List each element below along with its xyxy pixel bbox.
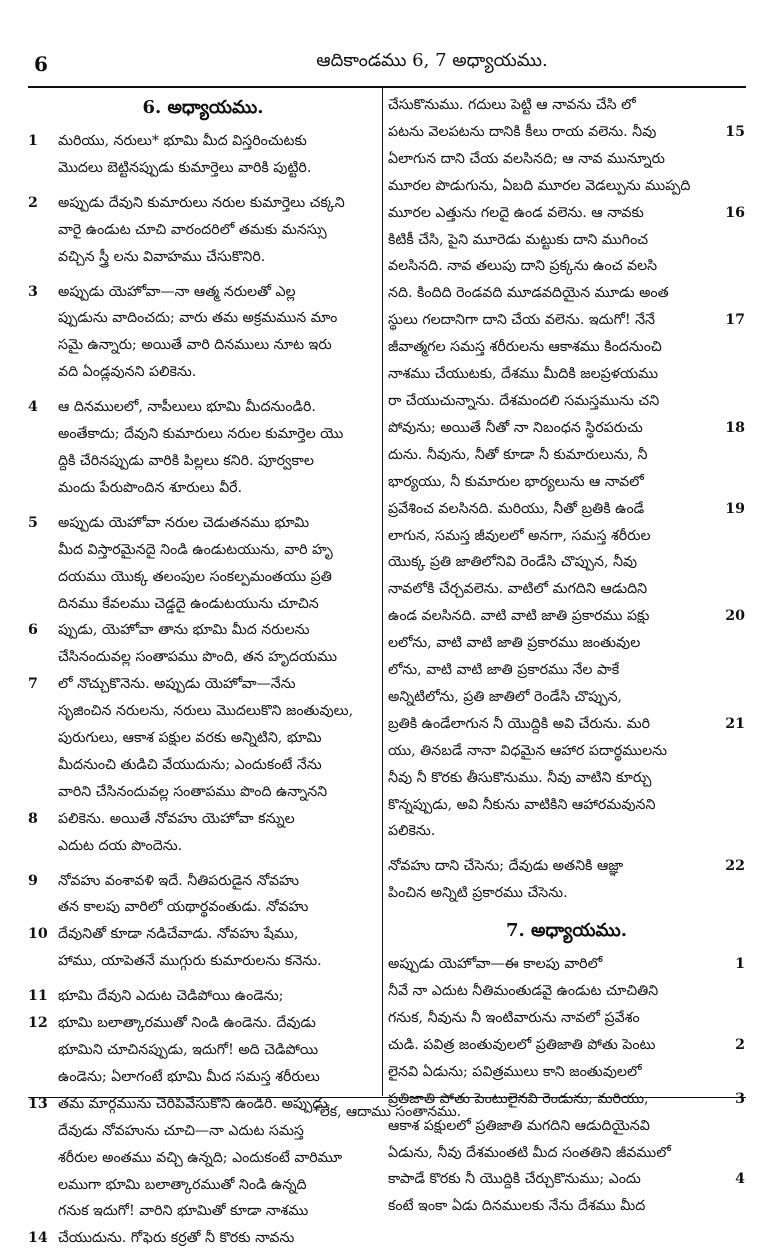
verse-line bbox=[28, 617, 378, 644]
verse-number: 21 bbox=[725, 715, 745, 732]
verse-number: 3 bbox=[735, 1090, 745, 1107]
verse-line bbox=[388, 978, 745, 1005]
verse-text: మూరల పొడుగును, ఏబది మూరల వెడల్పును ముప్పది bbox=[388, 177, 691, 194]
verse-text: నది. కిందిది రెండవది మూడవదియైన మూడు అంత bbox=[388, 285, 669, 302]
left-column bbox=[28, 92, 378, 1252]
verse-text: చేయుదును. గోఫెరు కర్రతో నీ కొరకు నావను bbox=[58, 1230, 295, 1247]
verse-line bbox=[28, 394, 378, 421]
verse-text: శరీరుల అంతము వచ్చి ఉన్నది; ఎందుకంటే వారిమూ bbox=[58, 1149, 343, 1166]
chapter-6-heading: 6. అధ్యాయము. bbox=[142, 97, 264, 118]
verse-text: అప్పుడు యెహోవా—నా ఆత్మ నరులతో ఎల్ల bbox=[58, 283, 296, 300]
verse-line bbox=[388, 146, 745, 173]
verse-text: దయము యొక్క తలంపుల సంకల్పమంతయు ప్రతి bbox=[58, 568, 332, 585]
verse-line bbox=[388, 469, 745, 496]
verse-line bbox=[388, 496, 745, 523]
verse-text: నీవే నా ఎదుట నీతిమంతుడవై ఉండుట చూచితిని bbox=[388, 983, 659, 1000]
verse-number: 14 bbox=[28, 1230, 48, 1247]
verse-line bbox=[28, 983, 378, 1010]
verse-line bbox=[388, 853, 745, 880]
verse-text: నోవహు వంశావళి ఇదే. నీతిపరుడైన నోవహు bbox=[58, 872, 300, 889]
verse-text: లో నొచ్చుకొనెను. అప్పుడు యెహోవా—నేను bbox=[58, 676, 296, 693]
verse-line bbox=[28, 305, 378, 332]
verse-line bbox=[388, 415, 745, 442]
verse-text: అన్నిటిలోను, ప్రతి జాతిలో రెండేసి చొప్పున, bbox=[388, 688, 623, 705]
verse-line bbox=[28, 1198, 378, 1225]
verse-line bbox=[388, 119, 745, 146]
verse-line bbox=[28, 1145, 378, 1172]
verse-line bbox=[388, 684, 745, 711]
verse-line bbox=[388, 738, 745, 765]
verse-number: 10 bbox=[28, 926, 48, 943]
verse-line bbox=[28, 448, 378, 475]
verse-line bbox=[28, 1037, 378, 1064]
verse-text: వచ్చిన స్త్రీ లను వివాహము చేసుకొనిరి. bbox=[58, 248, 266, 265]
verse-line bbox=[388, 307, 745, 334]
header-rule bbox=[28, 86, 746, 88]
verse-text: సృజించిన నరులను, నరులు మొదలుకొని జంతువులు, bbox=[58, 703, 354, 720]
verse-number: 22 bbox=[725, 858, 745, 875]
verse-line bbox=[28, 217, 378, 244]
verse-text: జీవాత్మగల సమస్త శరీరులను ఆకాశము కిందనుంచి bbox=[388, 339, 662, 356]
verse-text: స్థులు గలదానిగా దాని చేయ వలెను. ఇదుగో! నేనే bbox=[388, 312, 656, 329]
verse-text: లలోను, వాటి వాటి జాతి ప్రకారము జంతువుల bbox=[388, 635, 641, 652]
verse-number: 6 bbox=[28, 622, 38, 639]
verse-number: 4 bbox=[28, 399, 38, 416]
verse-text: చేసుకొనుము. గదులు పెట్టి ఆ నావను చేసి లో bbox=[388, 97, 636, 113]
verse-line bbox=[388, 603, 745, 630]
verse-number: 17 bbox=[725, 312, 745, 329]
verse-text: లైనవి ఏడును; పవిత్రములు కాని జంతువులలో bbox=[388, 1063, 642, 1080]
verse-line bbox=[28, 537, 378, 564]
verse-text: మీద విస్తారమైనదై నిండి ఉండుటయును, వారి హృ bbox=[58, 541, 333, 558]
right-column bbox=[388, 92, 745, 1220]
verse-line bbox=[388, 280, 745, 307]
verse-number: 13 bbox=[28, 1095, 48, 1112]
verse-line bbox=[28, 128, 378, 155]
verse-line bbox=[388, 388, 745, 415]
column-divider bbox=[382, 88, 383, 1096]
verse-line bbox=[28, 833, 378, 860]
verse-text: మీదనుంచి తుడిచి వేయుదును; ఎందుకంటే నేను bbox=[58, 756, 322, 773]
verse-text: పించిన అన్నిటి ప్రకారము చేసెను. bbox=[388, 885, 568, 902]
verse-line bbox=[28, 671, 378, 698]
verse-text: సమై ఉన్నారు; అయితే వారి దినములు నూట ఇరు bbox=[58, 337, 332, 354]
verse-line bbox=[28, 644, 378, 671]
verse-line bbox=[388, 253, 745, 280]
verse-text: ఏడును, నీవు దేశమంతటి మీద సంతతిని జీవములో bbox=[388, 1144, 671, 1161]
verse-line bbox=[28, 421, 378, 448]
verse-line bbox=[28, 752, 378, 779]
verse-line bbox=[388, 711, 745, 738]
verse-line bbox=[388, 1059, 745, 1086]
verse-number: 5 bbox=[28, 514, 38, 531]
verse-line bbox=[388, 173, 745, 200]
page-header bbox=[28, 44, 746, 84]
paragraph-gap bbox=[28, 182, 378, 190]
chapter-7-heading: 7. అధ్యాయము. bbox=[505, 920, 628, 942]
verse-text: భూమి దేవుని ఎదుట చెడిపోయి ఉండెను; bbox=[58, 988, 284, 1005]
verse-text: యొక్క ప్రతి జాతిలోనివి రెండేసి చొప్పున, నీవు bbox=[388, 554, 638, 571]
verse-text: అప్పుడు దేవుని కుమారులు నరుల కుమార్తెలు చక్కని bbox=[58, 194, 345, 211]
verse-number: 7 bbox=[28, 676, 38, 693]
verse-text: పలికెను. bbox=[388, 823, 436, 840]
footnote: *లేక, ఆదాము సంతానము. bbox=[312, 1104, 462, 1120]
verse-number: 19 bbox=[725, 500, 745, 517]
verse-text: పురుగులు, ఆకాశ పక్షుల వరకు అన్నిటిని, భూమి bbox=[58, 730, 322, 747]
verse-text: ఉండెను; ఏలాగంటే భూమి మీద సమస్త శరీరులు bbox=[58, 1068, 320, 1085]
verse-text: రా చేయుచున్నాను. దేశమందలి సమస్తమును చని bbox=[388, 392, 660, 409]
verse-text: ఆకాశ పక్షులలో ప్రతిజాతి మగదిని ఆడుదియైనవి bbox=[388, 1117, 650, 1134]
verse-text: భూమిని చూచినప్పుడు, ఇదుగో! అది చెడిపోయి bbox=[58, 1042, 319, 1058]
paragraph-gap bbox=[28, 271, 378, 279]
verse-line bbox=[28, 868, 378, 895]
verse-line bbox=[28, 921, 378, 948]
verse-text: మరియు, నరులు* భూమి మీద విస్తరించుటకు bbox=[58, 133, 307, 149]
verse-line bbox=[28, 1064, 378, 1091]
verse-text: నోవహు దాని చేసెను; దేవుడు అతనికి ఆజ్ఞా bbox=[388, 858, 624, 875]
verse-line bbox=[28, 725, 378, 752]
verse-text: యు, తినబడే నానా విధమైన ఆహార పదార్థములను bbox=[388, 742, 668, 759]
verse-line bbox=[28, 1172, 378, 1199]
verse-text: గనుక ఇదుగో! వారిని భూమితో కూడా నాశము bbox=[58, 1203, 309, 1220]
verse-text: ప్పుడును వాదించదు; వారు తమ అక్రమమున మాం bbox=[58, 310, 338, 327]
verse-text: బ్రతికి ఉండేలాగున నీ యొద్దికి అవి చేరును. మరి bbox=[388, 715, 651, 732]
verse-text: ప్రవేశించ వలసినది. మరియు, నీతో బ్రతికి ఉండే bbox=[388, 500, 645, 517]
verse-text: వారిని చేసినందువల్ల సంతాపము పొంది ఉన్నానని bbox=[58, 783, 328, 800]
verse-line bbox=[28, 1010, 378, 1037]
right-verse-lines-ch6 bbox=[388, 92, 745, 845]
verse-text: దినము కేవలము చెడ్డదై ఉండుటయును చూచిన bbox=[58, 595, 319, 612]
verse-text: నీవు నీ కొరకు తీసుకొనుము. నీవు వాటిని కూర్చు bbox=[388, 769, 652, 786]
verse-line bbox=[388, 951, 745, 978]
verse-line bbox=[28, 244, 378, 271]
verse-line bbox=[388, 765, 745, 792]
verse-number: 11 bbox=[28, 988, 48, 1005]
verse-text: వది ఏండ్లవునని పలికెను. bbox=[58, 364, 197, 381]
verse-text: దేవునితో కూడా నడిచేవాడు. నోవహు షేము, bbox=[58, 926, 299, 943]
verse-line bbox=[388, 523, 745, 550]
verse-text: ద్దికి చేరినప్పుడు వారికి పిల్లలు కనిరి. పూర్వకాల bbox=[58, 452, 314, 469]
verse-text: గనుక, నీవును నీ ఇంటివారును నావలో ప్రవేశం bbox=[388, 1010, 640, 1026]
verse-line bbox=[388, 334, 745, 361]
verse-text: దేవుడు నోవహును చూచి—నా ఎదుట సమస్త bbox=[58, 1122, 304, 1139]
verse-line bbox=[388, 576, 745, 603]
verse-text: పలికెను. అయితే నోవహు యెహోవా కన్నుల bbox=[58, 810, 295, 827]
verse-text: కొన్నప్పుడు, అవి నీకును వాటికిని ఆహారమవునని bbox=[388, 796, 656, 813]
verse-text: ప్రతిజాతి పోతు పెంటులైనవి రెండును; మరియు, bbox=[388, 1090, 649, 1107]
verse-line bbox=[28, 475, 378, 502]
verse-line bbox=[388, 818, 745, 845]
verse-text: వారై ఉండుట చూచి వారందరిలో తమకు మనస్సు bbox=[58, 221, 327, 238]
verse-line bbox=[388, 657, 745, 684]
right-verse-lines-ch6-end bbox=[388, 853, 745, 907]
verse-line bbox=[388, 1193, 745, 1220]
verse-text: లముగా భూమి బలాత్కారముతో నిండి ఉన్నది bbox=[58, 1176, 307, 1193]
verse-text: ప్పుడు, యెహోవా తాను భూమి మీద నరులను bbox=[58, 622, 310, 639]
verse-line bbox=[28, 279, 378, 306]
verse-number: 1 bbox=[735, 956, 745, 973]
verse-text: నావలోకి చేర్చవలెను. వాటిలో మగదిని ఆడుదిని bbox=[388, 581, 648, 598]
verse-text: ఉండ వలసినది. వాటి వాటి జాతి ప్రకారము పక్షు bbox=[388, 608, 650, 625]
verse-number: 16 bbox=[725, 204, 745, 221]
verse-line bbox=[388, 200, 745, 227]
verse-line bbox=[388, 442, 745, 469]
verse-line bbox=[388, 630, 745, 657]
running-title: ఆదికాండము 6, 7 అధ్యాయము. bbox=[316, 50, 548, 71]
verse-line bbox=[28, 1225, 378, 1252]
left-verse-lines bbox=[28, 128, 378, 1252]
verse-line bbox=[28, 591, 378, 618]
verse-number: 4 bbox=[735, 1171, 745, 1188]
verse-text: అప్పుడు యెహోవా నరుల చెడుతనము భూమి bbox=[58, 514, 310, 531]
verse-text: కాపాడే కొరకు నీ యొద్దికి చేర్చుకొనుము; ఎందు bbox=[388, 1171, 641, 1188]
paragraph-gap bbox=[28, 502, 378, 510]
page-number: 6 bbox=[34, 52, 48, 76]
verse-text: మొదలు బెట్టినప్పుడు కుమార్తెలు వారికి పుట్టిరి. bbox=[58, 159, 312, 176]
verse-number: 2 bbox=[735, 1036, 745, 1053]
verse-line bbox=[388, 1032, 745, 1059]
verse-line bbox=[388, 361, 745, 388]
right-verse-lines-ch7 bbox=[388, 951, 745, 1220]
verse-text: లోను, వాటి వాటి జాతి ప్రకారము నేల పాకే bbox=[388, 662, 620, 679]
verse-text: తన కాలపు వారిలో యథార్థవంతుడు. నోవహు bbox=[58, 899, 309, 916]
verse-text: నాశము చేయుటకు, దేశము మీదికి జలప్రళయము bbox=[388, 366, 659, 383]
verse-text: దును. నీవును, నీతో కూడా నీ కుమారులును, నీ bbox=[388, 446, 648, 463]
verse-text: ఆ దినములలో, నాపీలులు భూమి మీదనుండిరి. bbox=[58, 399, 316, 416]
verse-line bbox=[388, 1140, 745, 1167]
verse-text: చేసినందువల్ల సంతాపము పొంది, తన హృదయము bbox=[58, 649, 338, 666]
verse-text: లాగున, సమస్త జీవులలో అనగా, సమస్త శరీరుల bbox=[388, 527, 651, 544]
verse-line bbox=[28, 779, 378, 806]
verse-text: భూమి బలాత్కారముతో నిండి ఉండెను. దేవుడు bbox=[58, 1015, 316, 1032]
footnote-rule bbox=[28, 1097, 746, 1098]
verse-text: చుడి. పవిత్ర జంతువులలో ప్రతిజాతి పోతు పెంటు bbox=[388, 1036, 656, 1053]
verse-text: భార్యయు, నీ కుమారుల భార్యలును ఆ నావలో bbox=[388, 473, 644, 490]
verse-text: వలసినది. నావ తలుపు దాని ప్రక్కను ఉంచ వలసి bbox=[388, 258, 658, 275]
verse-line bbox=[388, 1005, 745, 1032]
verse-line bbox=[28, 510, 378, 537]
verse-text: పటను వెలపటను దానికి కీలు రాయ వలెను. నీవు bbox=[388, 123, 657, 140]
verse-text: అంతేకాదు; దేవుని కుమారులు నరుల కుమార్తెల యొ bbox=[58, 426, 344, 443]
verse-line bbox=[28, 806, 378, 833]
paragraph-gap bbox=[28, 860, 378, 868]
verse-line bbox=[28, 190, 378, 217]
verse-text: ఏలాగున దాని చేయ వలసినది; ఆ నావ మున్నూరు bbox=[388, 150, 665, 167]
verse-text: హాము, యాపెతనే ముగ్గురు కుమారులను కనెను. bbox=[58, 953, 322, 970]
verse-text: కిటికీ చేసి, పైని మూరెడు మట్టుకు దాని ముగించ bbox=[388, 231, 649, 248]
verse-number: 3 bbox=[28, 283, 38, 300]
verse-line bbox=[388, 227, 745, 254]
verse-text: కంటే ఇంకా ఏడు దినములకు నేను దేశము మీద bbox=[388, 1198, 646, 1215]
verse-number: 1 bbox=[28, 133, 38, 149]
verse-line bbox=[28, 332, 378, 359]
verse-line bbox=[388, 880, 745, 907]
verse-line bbox=[28, 698, 378, 725]
paragraph-gap bbox=[28, 386, 378, 394]
verse-text: పోవును; అయితే నీతో నా నిబంధన స్థిరపరుచు bbox=[388, 419, 643, 436]
verse-number: 18 bbox=[725, 419, 745, 436]
verse-line bbox=[28, 155, 378, 182]
verse-line bbox=[388, 792, 745, 819]
verse-number: 9 bbox=[28, 872, 38, 889]
verse-number: 15 bbox=[725, 123, 745, 140]
verse-text: మందు పేరుపొందిన శూరులు వీరే. bbox=[58, 479, 243, 496]
verse-line bbox=[28, 564, 378, 591]
verse-line bbox=[388, 1166, 745, 1193]
verse-line bbox=[388, 92, 745, 119]
verse-line bbox=[28, 948, 378, 975]
verse-text: తమ మార్గమును చెరిపివేసుకొని ఉండిరి. అప్పుడు bbox=[58, 1095, 328, 1112]
verse-text: మూరల ఎత్తును గలదై ఉండ వలెను. ఆ నావకు bbox=[388, 204, 644, 221]
verse-text: ఎదుట దయ పొందెను. bbox=[58, 837, 183, 854]
verse-line bbox=[28, 359, 378, 386]
paragraph-gap bbox=[388, 845, 745, 853]
verse-line bbox=[388, 549, 745, 576]
verse-number: 2 bbox=[28, 194, 38, 211]
verse-line bbox=[28, 894, 378, 921]
verse-text: అప్పుడు యెహోవా—ఈ కాలపు వారిలో bbox=[388, 956, 603, 973]
verse-number: 20 bbox=[725, 608, 745, 625]
verse-number: 8 bbox=[28, 810, 38, 827]
paragraph-gap bbox=[28, 975, 378, 983]
verse-number: 12 bbox=[28, 1015, 48, 1032]
